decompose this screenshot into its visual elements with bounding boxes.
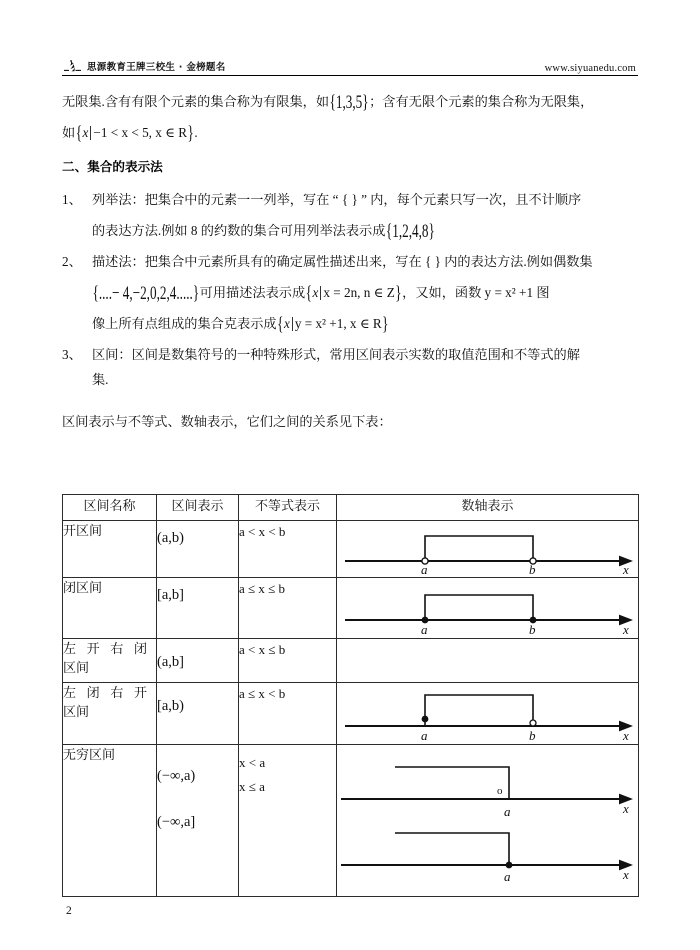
row-4-name-line-1: 左 闭 右 开 [63, 685, 147, 700]
svg-text:x: x [623, 562, 629, 577]
svg-text:x: x [623, 622, 629, 637]
table-header-row [63, 495, 639, 521]
svg-text:a: a [421, 728, 428, 743]
table-header-interval-name: 区间名称 [63, 495, 157, 521]
page-header [62, 52, 638, 78]
row-1-inequality: a < x < b [239, 521, 337, 578]
row-5-inequality-1: x < a [239, 755, 266, 770]
row-5-notation-1: (−∞,a) [157, 768, 196, 784]
set-open-brace: { [75, 121, 83, 144]
row-3-name-line-1: 左 开 右 闭 [63, 641, 147, 656]
set-condition-2: x = 2n, n ∈ Z [323, 285, 395, 300]
table-intro-text: 区间表示与不等式、数轴表示，它们之间的关系见下表： [62, 414, 392, 429]
svg-text:b: b [529, 728, 536, 743]
svg-text:a: a [421, 562, 428, 577]
intro-line2-suffix: . [194, 125, 198, 140]
table-row [63, 683, 639, 745]
number-line-infinite-pair [337, 745, 637, 895]
set-variable-2: x [312, 285, 319, 300]
row-3-inequality: a < x ≤ b [239, 639, 337, 683]
list-item-3 [62, 339, 640, 390]
list-item-1-marker: 1、 [62, 192, 82, 207]
list-item-2-line-2 [92, 277, 640, 308]
row-5-interval-name: 无穷区间 [63, 745, 157, 897]
list-item-3-marker: 3、 [62, 347, 82, 362]
set-divider-bar-3 [292, 317, 293, 331]
row-5-number-lines [337, 745, 639, 897]
row-2-notation: [a,b] [157, 578, 239, 639]
list-item-1-line-1 [92, 184, 640, 215]
list-item-1-title: 列举法： [92, 192, 145, 207]
row-1-number-line [337, 521, 639, 578]
row-5-inequality-cell [239, 745, 337, 897]
list-item-1-text-2: 的表达方法.例如 8 的约数的集合可用列举法表示成 [92, 223, 386, 238]
brand-block [62, 58, 226, 74]
set-close-brace-2: } [395, 281, 402, 304]
interval-table [62, 494, 639, 897]
row-3-notation: (a,b] [157, 639, 239, 683]
set-condition: −1 < x < 5, x ∈ R [93, 125, 188, 140]
set-divider-bar [90, 126, 91, 140]
svg-text:x: x [623, 728, 629, 743]
number-line-open-interval [337, 521, 637, 577]
row-4-name-line-2: 区间 [63, 704, 90, 719]
row-4-number-line [337, 683, 639, 745]
list-item-2-marker: 2、 [62, 254, 82, 269]
number-line-left-closed-right-open [337, 683, 637, 744]
even-number-set: {....− 4,−2,0,2,4.....} [92, 281, 200, 304]
siyuan-bird-logo-icon [62, 58, 84, 74]
set-close-brace-3: } [382, 312, 389, 335]
svg-text:b: b [529, 562, 536, 577]
intro-text-a: 无限集.含有有限个元素的集合称为有限集，如 [62, 94, 330, 109]
row-2-number-line [337, 578, 639, 639]
svg-text:b: b [529, 622, 536, 637]
row-4-notation: [a,b) [157, 683, 239, 745]
interval-table-container [62, 494, 638, 897]
list-item-3-title: 区间： [92, 347, 132, 362]
svg-text:a: a [504, 869, 511, 884]
svg-text:a: a [421, 622, 428, 637]
row-1-interval-name: 开区间 [63, 521, 157, 578]
intro-paragraph-line-1 [62, 86, 640, 117]
document-content [62, 86, 640, 437]
list-item-3-line-2: 集. [92, 372, 109, 387]
list-item-2-mid: 可用描述法表示成 [199, 285, 306, 300]
row-3-interval-name [63, 639, 157, 683]
list-item-3-line-1 [92, 339, 640, 370]
row-5-inequality-2: x ≤ a [239, 779, 265, 794]
set-close-brace: } [187, 121, 194, 144]
row-4-interval-name [63, 683, 157, 745]
row-5-notation-2: (−∞,a] [157, 814, 196, 830]
table-header-number-line: 数轴表示 [337, 495, 639, 521]
intro-text-b: ；含有无限个元素的集合称为无限集， [369, 94, 594, 109]
svg-text:o: o [497, 785, 503, 797]
list-item-1-text: 把集合中的元素一一列举，写在 “ { } ” 内，每个元素只写一次，且不计顺序 [144, 192, 582, 207]
table-row [63, 578, 639, 639]
list-item-3-text: 区间是数集符号的一种特殊形式，常用区间表示实数的取值范围和不等式的解 [131, 347, 580, 362]
list-item-2-text: 把集合中元素所具有的确定属性描述出来，写在 { } 内的表达方法.例如偶数集 [144, 254, 593, 269]
set-variable-3: x [283, 316, 290, 331]
table-row [63, 639, 639, 683]
list-item-2-title: 描述法： [92, 254, 145, 269]
table-row [63, 521, 639, 578]
list-item-1-line-2 [92, 215, 640, 246]
row-2-interval-name: 闭区间 [63, 578, 157, 639]
page-number: 2 [66, 905, 72, 917]
set-condition-3: y = x² +1, x ∈ R [294, 316, 382, 331]
list-item-2-text-3: 像上所有点组成的集合克表示成 [92, 316, 277, 331]
list-item-1 [62, 184, 640, 246]
row-1-notation: (a,b) [157, 521, 239, 578]
intro-set-1: {1,3,5} [329, 90, 369, 113]
intro-line2-prefix: 如 [62, 125, 76, 140]
list-item-2 [62, 246, 640, 339]
set-variable: x [82, 125, 89, 140]
svg-text:x: x [623, 867, 629, 882]
site-url: www.siyuanedu.com [544, 63, 636, 74]
svg-text:a: a [504, 804, 511, 819]
table-header-inequality: 不等式表示 [239, 495, 337, 521]
list-item-1-set: {1,2,4,8} [385, 219, 435, 242]
svg-text:x: x [623, 801, 629, 816]
number-line-closed-interval [337, 578, 637, 638]
set-open-brace-3: { [277, 312, 284, 335]
set-open-brace-2: { [305, 281, 313, 304]
list-item-2-tail: ，又如，函数 y = x² +1 图 [402, 285, 550, 300]
set-divider-bar-2 [320, 286, 321, 300]
section-heading: 二、集合的表示法 [62, 159, 163, 174]
row-3-name-line-2: 区间 [63, 660, 90, 675]
row-3-number-line-empty [337, 639, 639, 683]
table-header-interval-notation: 区间表示 [157, 495, 239, 521]
table-row [63, 745, 639, 897]
row-4-inequality: a ≤ x < b [239, 683, 337, 745]
row-5-notation-cell [157, 745, 239, 897]
row-2-inequality: a ≤ x ≤ b [239, 578, 337, 639]
brand-title: 思源教育王牌三校生 · 金榜题名 [87, 62, 226, 73]
